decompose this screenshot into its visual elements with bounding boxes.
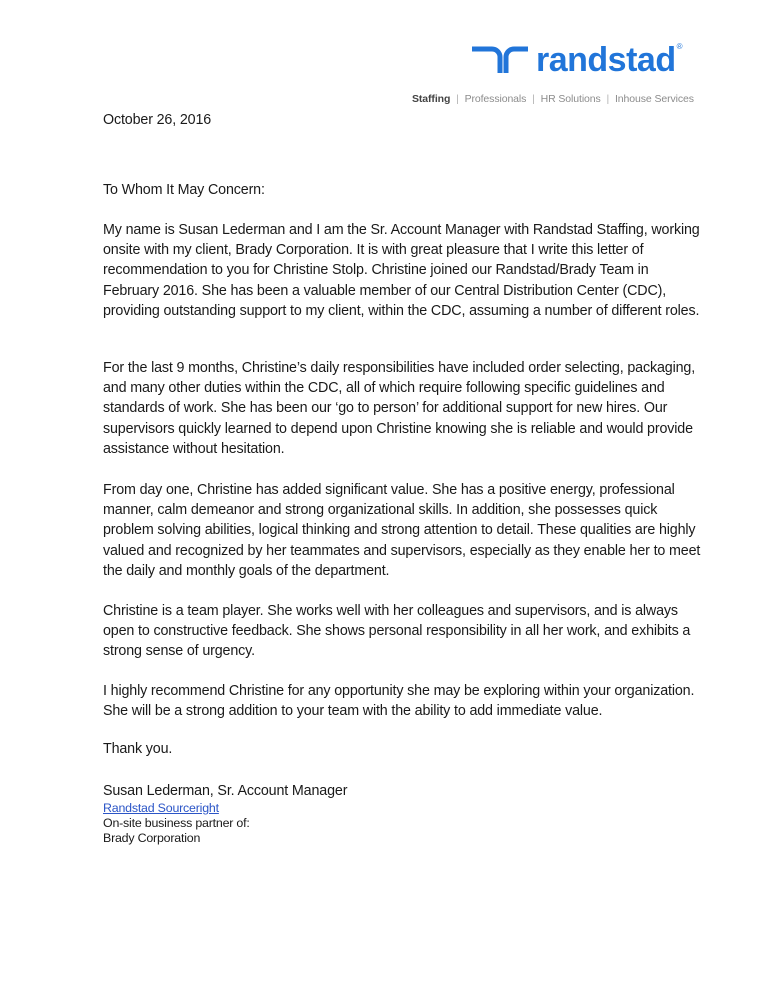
letterhead-tagline — [412, 93, 694, 105]
randstad-logo-mark-icon — [470, 45, 530, 75]
randstad-sourceright-link[interactable]: Randstad Sourceright — [103, 801, 219, 815]
paragraph-team-player: Christine is a team player. She works well with her colleagues and supervisors, and is always open to constructive feedback. She shows personal responsibility in all her work, and exhibits a strong sense of urgency. — [103, 603, 691, 660]
letter-closing: Thank you. — [103, 741, 173, 757]
tagline-separator: | — [532, 93, 535, 105]
randstad-wordmark: randstad — [536, 41, 676, 79]
tagline-hr-solutions: HR Solutions — [540, 93, 601, 105]
letter-date: October 26, 2016 — [103, 112, 212, 128]
letter-salutation: To Whom It May Concern: — [103, 182, 265, 198]
tagline-inhouse-services: Inhouse Services — [614, 93, 694, 105]
registered-mark: ® — [676, 42, 683, 51]
tagline-separator: | — [456, 93, 459, 105]
signature-partner-line: On-site business partner of: — [103, 816, 250, 830]
signature-name-title: Susan Lederman, Sr. Account Manager — [103, 783, 348, 799]
randstad-logo — [470, 40, 695, 80]
tagline-professionals: Professionals — [464, 93, 527, 105]
paragraph-introduction: My name is Susan Lederman and I am the Sr. Account Manager with Randstad Staffing, working onsite with my client, Brady Corporation. It is with great pleasure that I write this letter of recommendation to you for Christine Stolp. Christine joined our Randstad/Brady Team in February 2016. She has been a valuable member of our Central Distribution Center (CDC), providing outstanding support to my client, within the CDC, assuming a number of different roles. — [103, 222, 700, 319]
signature-company: Brady Corporation — [103, 831, 201, 845]
tagline-separator: | — [606, 93, 610, 105]
paragraph-recommendation: I highly recommend Christine for any opportunity she may be exploring within your organization. She will be a strong addition to your team with the ability to add immediate value. — [103, 683, 695, 720]
tagline-staffing: Staffing — [412, 93, 451, 105]
paragraph-value: From day one, Christine has added significant value. She has a positive energy, professional manner, calm demeanor and strong organizational skills. In addition, she possesses quick problem solving abilities, logical thinking and strong attention to detail. These qualities are highly valued and recognized by her teammates and supervisors, especially as they enable her to meet the daily and monthly goals of the department. — [103, 482, 701, 579]
paragraph-responsibilities: For the last 9 months, Christine’s daily responsibilities have included order selecting, packaging, and many other duties within the CDC, all of which require following specific guidelines and standards of work. She has been our ‘go to person’ for additional support for new hires. Our supervisors quickly learned to depend upon Christine knowing she is reliable and would provide assistance without hesitation. — [103, 360, 696, 457]
